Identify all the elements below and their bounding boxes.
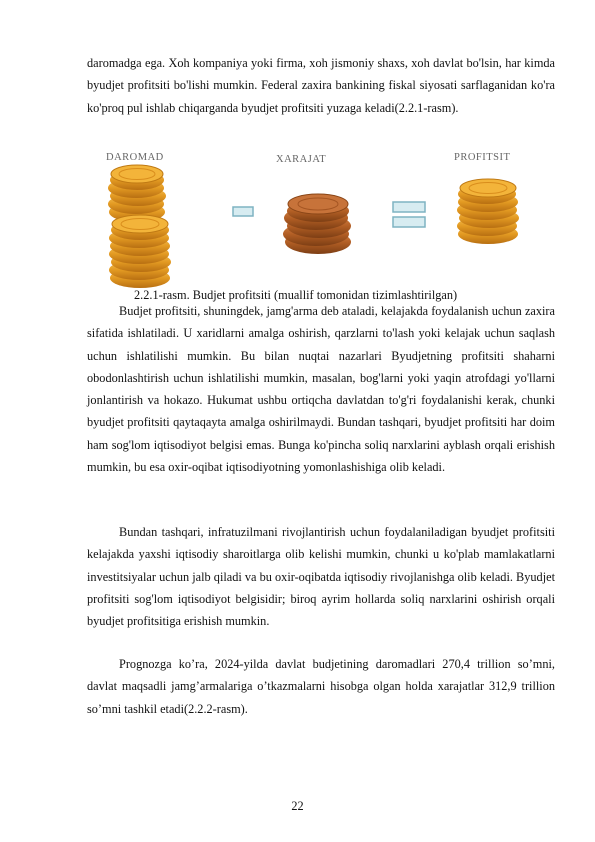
profit-coins-icon [457, 179, 519, 244]
income-coins-icon [108, 165, 171, 288]
expense-coins-icon [283, 194, 351, 254]
label-daromad: DAROMAD [106, 152, 164, 163]
label-profitsit: PROFITSIT [454, 152, 511, 163]
label-xarajat: XARAJAT [276, 154, 327, 165]
figure-budget-surplus [100, 150, 540, 290]
minus-sign-icon [233, 207, 253, 216]
paragraph-4: Prognozga ko’ra, 2024-yilda davlat budjetining daromadlari 270,4 trillion so’mni, davlat maqsadli jamg’armalariga o’tkazmalarni hisobga olgan holda xarajatlar 312,9 trillion so’mni tashkil etadi(2.2.2-rasm). [87, 657, 555, 716]
paragraph-1: daromadga ega. Xoh kompaniya yoki firma, xoh jismoniy shaxs, xoh davlat bo'lsin, har kimda byudjet profitsiti bo'lishi mumkin. Federal zaxira bankining fiskal siyosati sarflaganidan ko'ra ko'proq pul ishlab chiqarganda byudjet profitsiti yuzaga keladi(2.2.1-rasm). [87, 56, 555, 115]
coins-illustration [100, 150, 540, 290]
figure-caption: 2.2.1-rasm. Budjet profitsiti (muallif tomonidan tizimlashtirilgan) [134, 288, 458, 302]
paragraph-3: Bundan tashqari, infratuzilmani rivojlantirish uchun foydalaniladigan byudjet profitsiti kelajakda yaxshi iqtisodiy sharoitlarga olib kelishi mumkin, chunki u ko'plab mamlakatlarni investitsiyalar uchun jalb qiladi va bu oxir-oqibatda iqtisodiy rivojlanishga olib keladi. Byudjet profitsiti sog'lom iqtisodiyot belgisidir; biroq ayrim hollarda soliq narxlarini oshirish orqali byudjet profitsitiga erishish mumkin. [87, 525, 555, 629]
paragraph-2: Budjet profitsiti, shuningdek, jamg'arma deb ataladi, kelajakda foydalanish uchun zaxira sifatida ishlatiladi. U xaridlarni amalga oshirish, qarzlarni to'lash yoki kelajak uchun saqlash uchun ishlatilishi mumkin. Bu bilan nuqtai nazarlari Byudjetning profitsiti shaharni obodonlashtirish uchun ishlatilishi mumkin, masalan, bog'larni yoki yaqin atrofdagi yo'llarni jonlantirish va hokazo. Hukumat ushbu ortiqcha davlatdan to'g'ri foydalanishi kerak, chunki byudjet profitsiti qaytaqayta amalga oshirilmaydi. Bundan tashqari, byudjet profitsiti har doim ham sog'lom iqtisodiyot belgisi emas. Bunga ko'pincha soliq narxlarini ayblash orqali erishish mumkin, bu esa oxir-oqibat iqtisodiyotning yomonlashishiga olib keladi. [87, 304, 555, 475]
equals-sign-icon [393, 202, 425, 227]
page-number: 22 [291, 799, 304, 813]
